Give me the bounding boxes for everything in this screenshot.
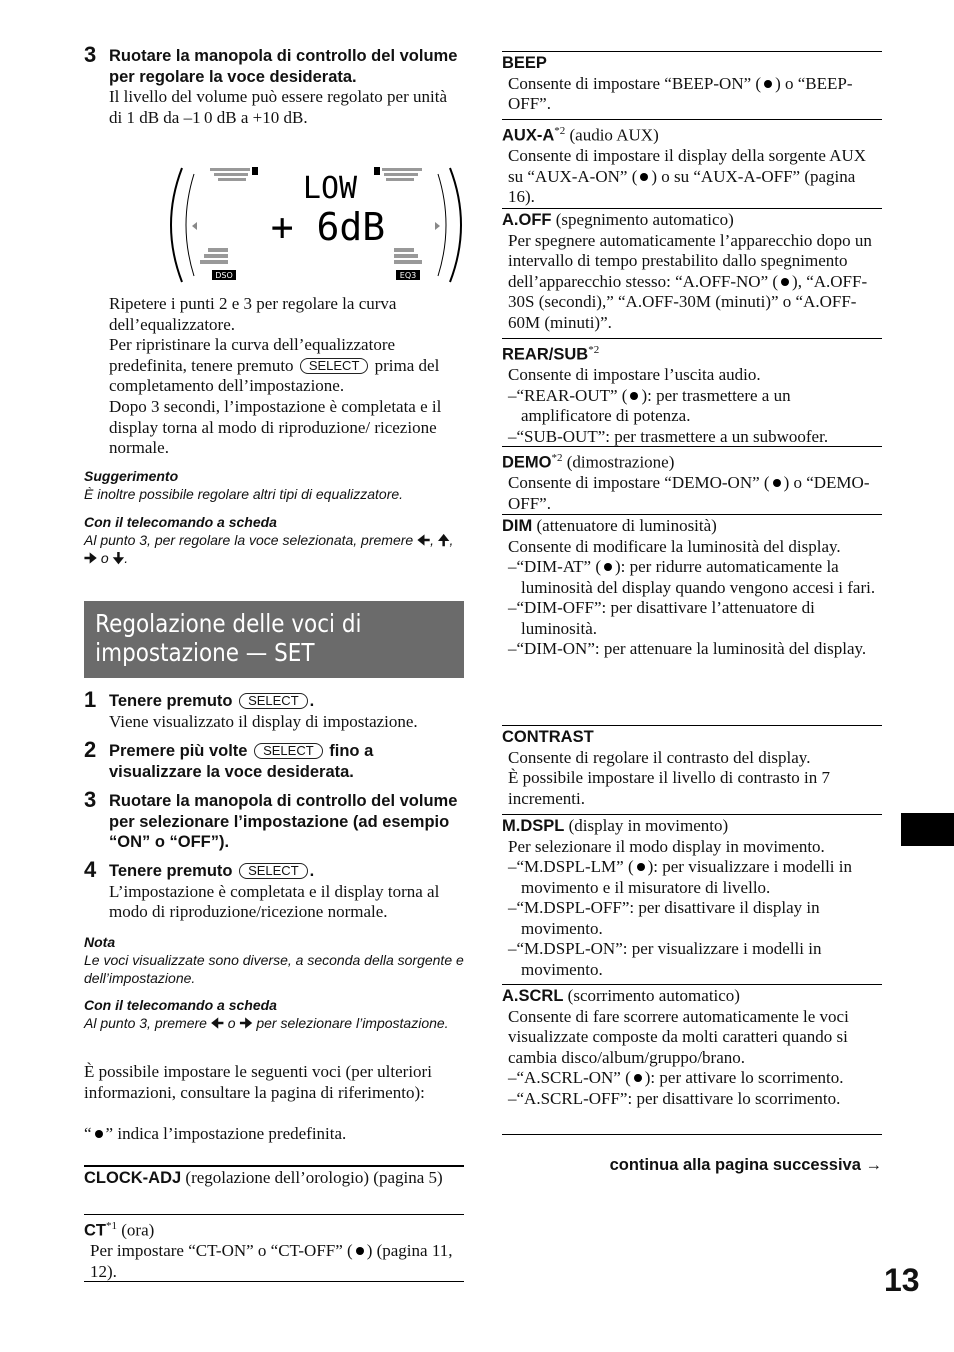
step-body: Il livello del volume può essere regolato per unità di 1 dB da –1 0 dB a +10 dB. (109, 87, 448, 127)
step-number: 2 (84, 737, 97, 762)
section-heading: Regolazione delle voci di impostazione — SET (95, 609, 362, 667)
step-body: Viene visualizzato il display di impostazione. (109, 711, 418, 731)
default-dot-icon (773, 479, 781, 487)
step-number: 1 (84, 687, 97, 712)
entry-a-off: A.OFF (spegnimento automatico) Per spegnere automaticamente l’apparecchio dopo un intervallo di tempo prestabilito dallo spegnimento dell’apparecchio stesso: “A.OFF-NO” ( ), “A.OFF-30S (secondi),” “A.OFF-30M (minuti)” o “A.OFF-60M (minuti)”. (502, 208, 882, 333)
entry-beep: BEEP Consente di impostare “BEEP-ON” ( ) o “BEEP-OFF”. (502, 51, 882, 115)
lcd-line-2: + 6dB (270, 205, 386, 249)
step-number: 4 (84, 857, 97, 882)
step-4 (84, 857, 464, 923)
paragraph-done: Dopo 3 secondi, l’impostazione è completata e il display torna al modo di riproduzione/ ricezione normale. (109, 397, 442, 457)
entry-title: AUX-A (502, 126, 555, 145)
default-dot-icon (356, 1247, 364, 1255)
step-heading: Premere più volte SELECT fino a visualizzare la voce desiderata. (109, 742, 374, 781)
down-arrow-icon: 🠋 (112, 550, 125, 566)
default-legend: “ ” indica l’impostazione predefinita. (84, 1124, 347, 1143)
entry-rear-sub: REAR/SUB$^{*2}$ Consente di impostare l’uscita audio. –“REAR-OUT” ( ): per trasmettere a un amplificatore di potenza. –“SUB-OUT”: per trasmettere a un subwoofer. (502, 338, 882, 447)
step-1 (84, 687, 464, 732)
section-heading-banner (84, 601, 464, 678)
nota-title: Nota (84, 934, 116, 950)
remote-note-2: Con il telecomando a scheda Al punto 3, premere 🠈 o 🠊 per selezionare l’impostazione. (84, 997, 449, 1031)
entry-title: CLOCK-ADJ (84, 1169, 182, 1187)
tip-note (84, 467, 464, 503)
page-number: 13 (884, 1262, 920, 1298)
list-item: –“REAR-OUT” ( ): per trasmettere a un amplificatore di potenza. (508, 385, 791, 426)
step-heading: Ruotare la manopola di controllo del volume per selezionare l’impostazione (ad esempio “ON” o “OFF”). (109, 792, 458, 851)
entry-ct: CT$^{*1}$ (ora) Per impostare “CT-ON” o “CT-OFF” ( ) (pagina 11, 12). (84, 1214, 464, 1282)
list-item: –“M.DSPL-LM” ( ): per visualizzare i modelli in movimento e il misuratore di livello. (508, 857, 853, 897)
right-arrow-icon: → (865, 1156, 882, 1174)
paragraph-repeat: Ripetere i punti 2 e 3 per regolare la curva dell’equalizzatore. (109, 294, 397, 334)
entry-demo: DEMO$^{*2}$ (dimostrazione) Consente di impostare “DEMO-ON” ( ) o “DEMO-OFF”. (502, 446, 882, 514)
step-3-equalizer (84, 42, 464, 128)
entry-contrast: CONTRAST Consente di regolare il contrasto del display. È possibile impostare il livello di contrasto in 7 incrementi. (502, 725, 882, 809)
default-dot-icon (764, 80, 772, 88)
list-item: –“SUB-OUT”: per trasmettere a un subwoofer. (508, 426, 829, 446)
left-arrow-icon: 🠈 (210, 1015, 224, 1031)
list-item: –“DIM-OFF”: per disattivare l’attenuatore di luminosità. (508, 598, 815, 638)
divider (84, 1281, 464, 1282)
step-heading: Ruotare la manopola di controllo del volume per regolare la voce desiderata. (109, 47, 458, 86)
tip-body: È inoltre possibile regolare altri tipi di equalizzatore. (84, 486, 404, 502)
step-3-select (84, 787, 464, 853)
step-number: 3 (84, 42, 97, 67)
chapter-tab-marker (901, 813, 954, 846)
continue-note: continua alla pagina successiva → (609, 1156, 882, 1174)
default-dot-icon (630, 392, 638, 400)
step-heading: Tenere premuto SELECT . (109, 692, 315, 710)
entry-title: BEEP (502, 54, 547, 72)
entry-title: M.DSPL (502, 817, 565, 835)
default-dot-icon (640, 173, 648, 181)
step-heading: Tenere premuto SELECT . (109, 862, 315, 880)
step-number: 3 (84, 787, 97, 812)
default-dot-icon (634, 1074, 642, 1082)
entry-dim: DIM (attenuatore di luminosità) Consente di modificare la luminosità del display. –“DIM-AT” ( ): per ridurre automaticamente la luminosità del display quando vengono accesi i fari. –“DIM-OFF”: per disattivare l’attenuatore di luminosità. –“DIM-ON”: per attenuare la luminosità del display. (502, 514, 882, 660)
list-item: –“DIM-ON”: per attenuare la luminosità del display. (508, 639, 867, 658)
entry-title: DEMO (502, 453, 552, 472)
select-button-label: SELECT (239, 863, 308, 879)
list-item: –“DIM-AT” ( ): per ridurre automaticamente la luminosità del display quando vengono accesi i fari. (508, 557, 876, 597)
default-dot-icon (95, 1130, 103, 1138)
entry-title: REAR/SUB (502, 345, 589, 364)
eq3-label: EQ3 (399, 271, 417, 280)
select-button-label: SELECT (254, 743, 323, 759)
left-arrow-icon: 🠈 (417, 532, 431, 548)
step-body: L’impostazione è completata e il display torna al modo di riproduzione/ricezione normale. (109, 881, 440, 921)
entry-clock-adj: CLOCK-ADJ (regolazione dell’orologio) (pagina 5) (84, 1165, 464, 1189)
lcd-line-1: LOW (302, 171, 358, 206)
list-item: –“A.SCRL-OFF”: per disattivare lo scorrimento. (508, 1088, 841, 1108)
step-2 (84, 737, 464, 782)
default-dot-icon (637, 863, 645, 871)
default-dot-icon (781, 278, 789, 286)
entry-m-dspl: M.DSPL (display in movimento) Per selezionare il modo display in movimento. –“M.DSPL-LM” ( ): per visualizzare i modelli in movimento e il misuratore di livello. –“M.DSPL-OFF”: per disattivare il display in movimento. –“M.DSPL-ON”: per visualizzare i modelli in movimento. (502, 814, 882, 980)
paragraph-reset: Per ripristinare la curva dell’equalizzatore predefinita, tenere premuto SELECT prima del completamento dell’impostazione. (109, 335, 440, 395)
up-arrow-icon: 🠉 (437, 532, 450, 548)
intro-paragraph: È possibile impostare le seguenti voci (per ulteriori informazioni, consultare la pagina di riferimento): (84, 1062, 432, 1102)
entry-title: DIM (502, 517, 533, 535)
nota-body: Le voci visualizzate sono diverse, a seconda della sorgente e dell’impostazione. (84, 952, 464, 986)
list-item: –“A.SCRL-ON” ( ): per attivare lo scorrimento. (508, 1068, 844, 1087)
entry-a-scrl: A.SCRL (scorrimento automatico) Consente di fare scorrere automaticamente le voci visualizzate composte da molti caratteri quando si cambia disco/album/gruppo/brano. –“A.SCRL-ON” ( ): per attivare lo scorrimento. –“A.SCRL-OFF”: per disattivare lo scorrimento. (502, 984, 882, 1109)
remote-note-title: Con il telecomando a scheda (84, 514, 277, 530)
default-dot-icon (604, 563, 612, 571)
list-item: –“M.DSPL-ON”: per visualizzare i modelli in movimento. (508, 939, 822, 979)
nota-note (84, 933, 464, 987)
remote-note-title: Con il telecomando a scheda (84, 997, 277, 1013)
tip-title: Suggerimento (84, 468, 179, 484)
entry-title: A.SCRL (502, 987, 564, 1005)
entry-aux-a: AUX-$A^{*2}$ (audio AUX) Consente di impostare il display della sorgente AUX su “AUX-A-ON” ( ) o su “AUX-A-OFF” (pagina 16). (502, 119, 882, 208)
select-button-label: SELECT (300, 358, 369, 374)
entry-title: CT (84, 1221, 106, 1240)
remote-note-1: Con il telecomando a scheda Al punto 3, per regolare la voce selezionata, premere 🠈, 🠉, 🠊 o 🠋. (84, 514, 454, 566)
divider (502, 1134, 882, 1135)
right-arrow-icon: 🠊 (239, 1015, 253, 1031)
select-button-label: SELECT (239, 693, 308, 709)
entry-title: CONTRAST (502, 728, 594, 746)
lcd-display-illustration (164, 164, 468, 286)
entry-title: A.OFF (502, 211, 552, 229)
list-item: –“M.DSPL-OFF”: per disattivare il display in movimento. (508, 898, 820, 938)
dso-label: DSO (215, 271, 233, 280)
right-arrow-icon: 🠊 (84, 550, 98, 566)
